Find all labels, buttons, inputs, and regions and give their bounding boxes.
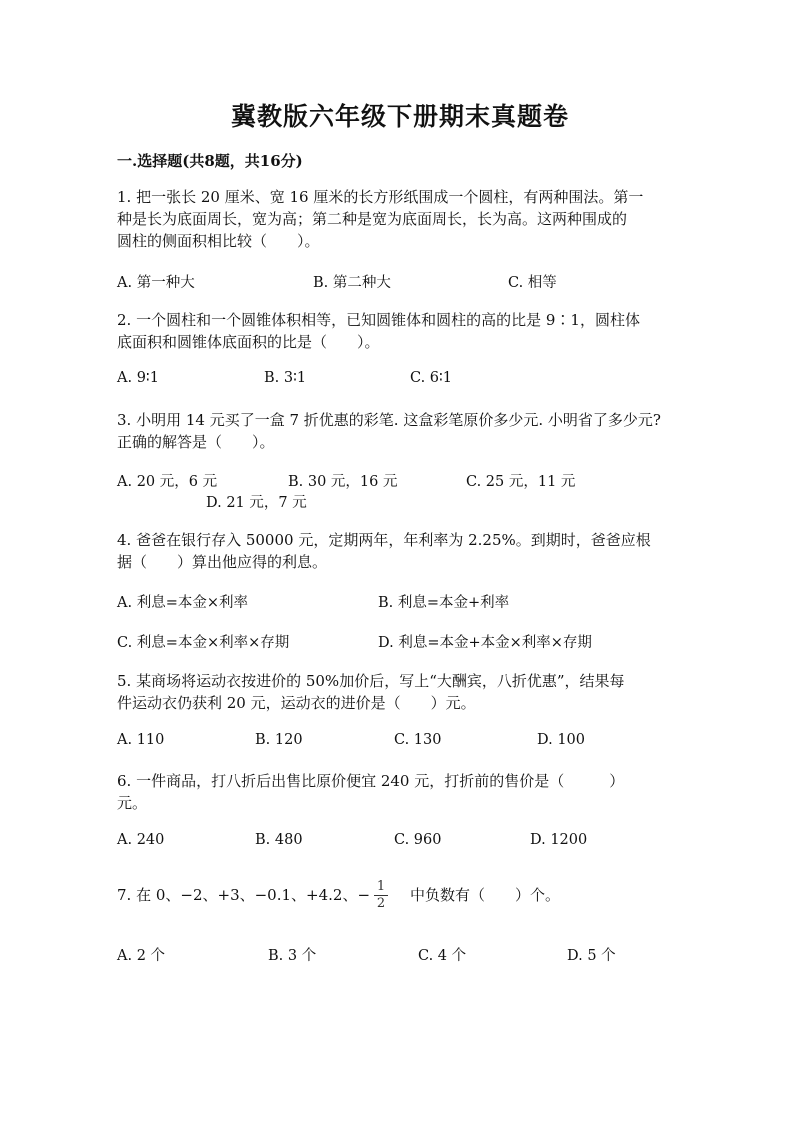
question-1-line-2: 种是长为底面周长，宽为高；第二种是宽为底面周长，长为高。这两种围成的: [117, 210, 628, 228]
question-3-option-d: D. 21 元，7 元: [206, 495, 307, 511]
page-title: 冀教版六年级下册期末真题卷: [230, 102, 569, 131]
question-3-option-a: A. 20 元，6 元: [117, 474, 218, 490]
question-6-option-a: A. 240: [117, 832, 165, 848]
fraction-denominator: 2: [376, 896, 386, 911]
question-2-line-1: 2. 一个圆柱和一个圆锥体积相等，已知圆锥体和圆柱的高的比是 9∶1，圆柱体: [117, 311, 640, 329]
question-3-line-1: 3. 小明用 14 元买了一盒 7 折优惠的彩笔. 这盒彩笔原价多少元. 小明省了多少元?: [117, 411, 661, 429]
question-6-line-2: 元。: [117, 794, 148, 812]
question-3-option-c: C. 25 元，11 元: [466, 474, 576, 490]
fraction-numerator: 1: [376, 879, 386, 894]
question-5-line-1: 5. 某商场将运动衣按进价的 50%加价后，写上“大酬宾，八折优惠”，结果每: [117, 672, 625, 690]
question-4-option-c: C. 利息=本金×利率×存期: [117, 635, 290, 651]
question-3-option-b: B. 30 元，16 元: [288, 474, 398, 490]
question-7-option-d: D. 5 个: [567, 948, 616, 964]
question-7-line-2: 中负数有（ ）个。: [410, 886, 561, 904]
question-1-option-c: C. 相等: [508, 275, 557, 291]
question-2-option-a: A. 9∶1: [117, 370, 159, 386]
question-7-option-a: A. 2 个: [117, 948, 166, 964]
question-4-option-d: D. 利息=本金+本金×利率×存期: [378, 635, 592, 651]
question-2-option-c: C. 6∶1: [410, 370, 453, 386]
question-4-line-1: 4. 爸爸在银行存入 50000 元，定期两年，年利率为 2.25%。到期时，爸爸应根: [117, 531, 651, 549]
question-5-option-c: C. 130: [394, 732, 442, 748]
question-5-option-d: D. 100: [537, 732, 586, 748]
question-3-line-2: 正确的解答是（ ）。: [117, 433, 275, 451]
question-4-option-b: B. 利息=本金+利率: [378, 595, 510, 611]
question-4-option-a: A. 利息=本金×利率: [117, 595, 248, 611]
question-6-line-1: 6. 一件商品，打八折后出售比原价便宜 240 元，打折前的售价是（ ）: [117, 772, 625, 790]
question-1-line-3: 圆柱的侧面积相比较（ ）。: [117, 232, 320, 250]
question-1-option-a: A. 第一种大: [117, 275, 195, 291]
question-5-option-a: A. 110: [117, 732, 165, 748]
question-6-option-b: B. 480: [255, 832, 303, 848]
question-6-option-c: C. 960: [394, 832, 442, 848]
question-7-option-c: C. 4 个: [418, 948, 467, 964]
question-5-option-b: B. 120: [255, 732, 303, 748]
question-7-line-1: 7. 在 0、−2、+3、−0.1、+4.2、−: [117, 886, 371, 904]
fraction-one-half: [373, 880, 389, 911]
question-2-line-2: 底面积和圆锥体底面积的比是（ ）。: [117, 333, 380, 351]
section-heading: 一.选择题(共8题，共16分): [117, 152, 303, 170]
question-7-option-b: B. 3 个: [268, 948, 317, 964]
question-5-line-2: 件运动衣仍获利 20 元，运动衣的进价是（ ）元。: [117, 694, 476, 712]
question-4-line-2: 据（ ）算出他应得的利息。: [117, 553, 328, 571]
question-6-option-d: D. 1200: [530, 832, 588, 848]
question-1-line-1: 1. 把一张长 20 厘米、宽 16 厘米的长方形纸围成一个圆柱，有两种围法。第一: [117, 188, 644, 206]
question-1-option-b: B. 第二种大: [313, 275, 391, 291]
question-2-option-b: B. 3∶1: [264, 370, 307, 386]
